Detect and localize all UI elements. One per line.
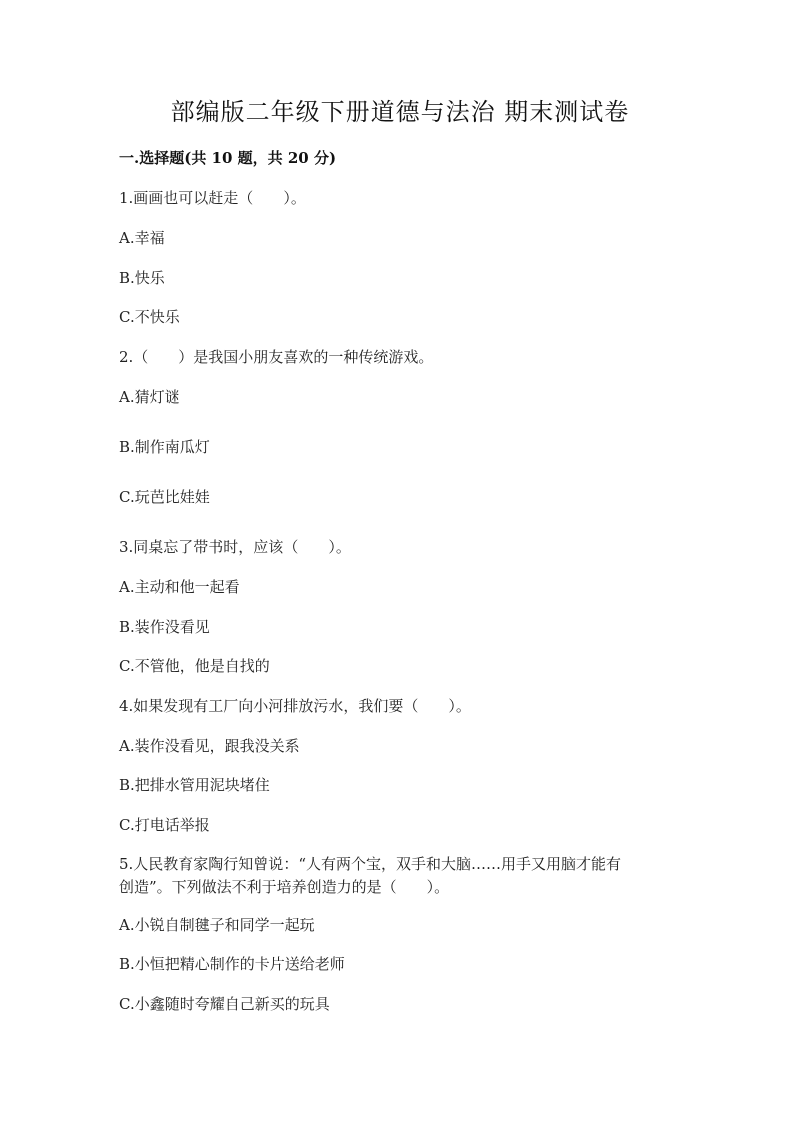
question-2-option-c: C.玩芭比娃娃	[119, 488, 210, 506]
question-5-stem-line-2: 创造”。下列做法不利于培养创造力的是（ ）。	[119, 878, 450, 896]
question-3-stem: 3.同桌忘了带书时，应该（ ）。	[119, 538, 351, 556]
question-3-option-c: C.不管他，他是自找的	[119, 657, 270, 675]
question-4-stem: 4.如果发现有工厂向小河排放污水，我们要（ ）。	[119, 697, 471, 715]
question-5-option-a: A.小锐自制毽子和同学一起玩	[119, 916, 315, 934]
question-4-option-a: A.装作没看见，跟我没关系	[119, 737, 300, 755]
question-4-option-c: C.打电话举报	[119, 816, 210, 834]
question-1-option-b: B.快乐	[119, 269, 165, 287]
question-2-option-b: B.制作南瓜灯	[119, 438, 210, 456]
question-5-option-c: C.小鑫随时夸耀自己新买的玩具	[119, 995, 330, 1013]
question-2-option-a: A.猜灯谜	[119, 388, 180, 406]
page-title: 部编版二年级下册道德与法治 期末测试卷	[170, 98, 630, 126]
question-3-option-a: A.主动和他一起看	[119, 578, 240, 596]
question-4-option-b: B.把排水管用泥块堵住	[119, 776, 270, 794]
question-2-stem: 2.（ ）是我国小朋友喜欢的一种传统游戏。	[119, 348, 434, 366]
question-1-option-c: C.不快乐	[119, 308, 180, 326]
question-1-stem: 1.画画也可以赶走（ ）。	[119, 189, 306, 207]
section-header: 一.选择题(共 10 题，共 20 分)	[119, 149, 337, 167]
question-5-stem-line-1: 5.人民教育家陶行知曾说：“人有两个宝，双手和大脑……用手又用脑才能有	[119, 855, 621, 873]
question-1-option-a: A.幸福	[119, 229, 165, 247]
question-3-option-b: B.装作没看见	[119, 618, 210, 636]
question-5-option-b: B.小恒把精心制作的卡片送给老师	[119, 955, 345, 973]
